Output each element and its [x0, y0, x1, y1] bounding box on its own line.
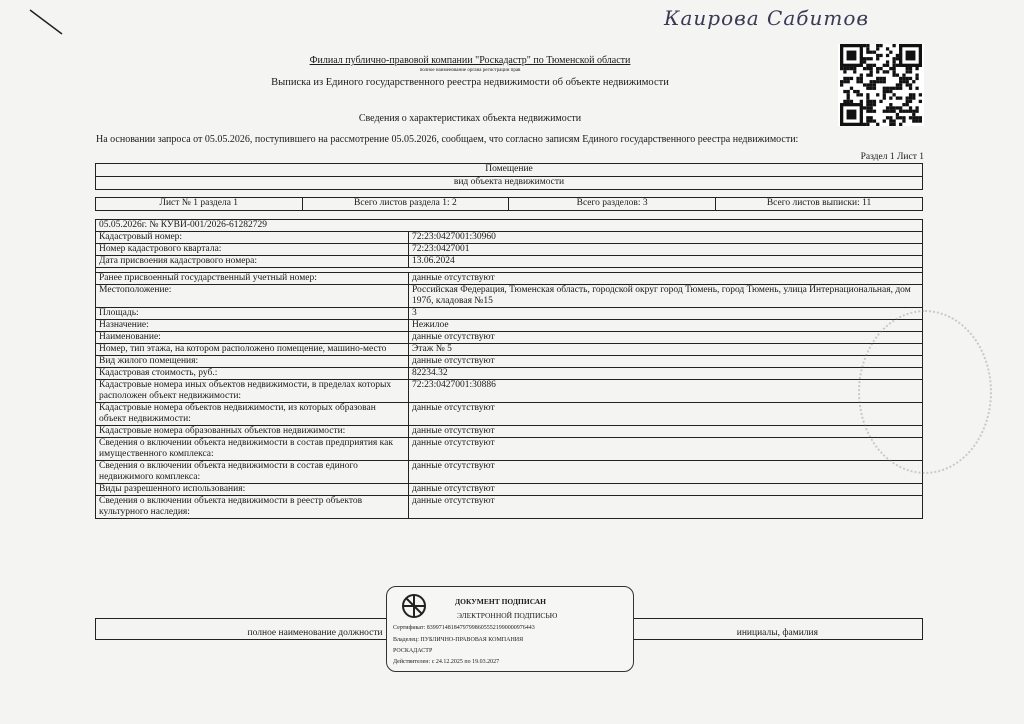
- total-extract-sheets: Всего листов выписки: 11: [716, 198, 923, 211]
- row-label: Наименование:: [96, 332, 409, 344]
- row-value: 13.06.2024: [409, 256, 923, 268]
- row-value: данные отсутствуют: [409, 403, 923, 426]
- table-row: [96, 273, 923, 285]
- info-title: Сведения о характеристиках объекта недвижимости: [358, 113, 582, 124]
- object-type-table: [95, 163, 923, 190]
- sign-valid: Действителен: с 24.12.2025 по 19.03.2027: [393, 659, 500, 665]
- sign-cert: Сертификат: 839971481847979986055521990000976443: [393, 625, 535, 631]
- row-value: Нежилое: [409, 320, 923, 332]
- table-row: [96, 368, 923, 380]
- row-value: данные отсутствуют: [409, 273, 923, 285]
- row-label: Назначение:: [96, 320, 409, 332]
- section-label: Раздел 1 Лист 1: [860, 152, 924, 162]
- basis-text: На основании запроса от 05.05.2026, поступившего на рассмотрение 05.05.2026, сообщаем, что согласно записям Единого государственного реестра недвижимости:: [96, 134, 799, 145]
- name-caption: инициалы, фамилия: [633, 619, 923, 640]
- row-label: Кадастровый номер:: [96, 232, 409, 244]
- table-row: [96, 232, 923, 244]
- row-value: данные отсутствуют: [409, 332, 923, 344]
- table-row: [96, 438, 923, 461]
- table-row: [96, 285, 923, 308]
- row-value: Этаж № 5: [409, 344, 923, 356]
- scan-mark: [28, 8, 68, 38]
- handwritten-note: Каирова Сабитов: [664, 6, 870, 30]
- row-label: Виды разрешенного использования:: [96, 484, 409, 496]
- row-value: данные отсутствуют: [409, 426, 923, 438]
- table-row: [96, 320, 923, 332]
- sign-owner2: РОСКАДАСТР: [393, 648, 433, 654]
- row-value: 3: [409, 308, 923, 320]
- object-type-caption: вид объекта недвижимости: [96, 177, 923, 190]
- sign-line1: ДОКУМЕНТ ПОДПИСАН: [455, 597, 546, 606]
- sheets-table: [95, 197, 923, 211]
- row-value: данные отсутствуют: [409, 484, 923, 496]
- row-value: данные отсутствуют: [409, 438, 923, 461]
- row-value: данные отсутствуют: [409, 356, 923, 368]
- table-row: [96, 380, 923, 403]
- row-value: 72:23:0427001: [409, 244, 923, 256]
- row-label: Кадастровые номера образованных объектов недвижимости:: [96, 426, 409, 438]
- sign-line2: ЭЛЕКТРОННОЙ ПОДПИСЬЮ: [457, 611, 558, 620]
- table-row: [96, 403, 923, 426]
- table-row: [96, 244, 923, 256]
- object-type-value: Помещение: [96, 164, 923, 177]
- row-label: Кадастровые номера иных объектов недвижимости, в пределах которых расположен объект недвижимости:: [96, 380, 409, 403]
- total-section-sheets: Всего листов раздела 1: 2: [302, 198, 509, 211]
- organization-caption: полное наименование органа регистрации прав: [419, 68, 521, 73]
- table-row: [96, 308, 923, 320]
- row-value: данные отсутствуют: [409, 496, 923, 519]
- table-row: [96, 356, 923, 368]
- sheet-number: Лист № 1 раздела 1: [96, 198, 303, 211]
- table-row: [96, 426, 923, 438]
- row-label: Номер кадастрового квартала:: [96, 244, 409, 256]
- total-sections: Всего разделов: 3: [509, 198, 716, 211]
- row-label: Дата присвоения кадастрового номера:: [96, 256, 409, 268]
- table-row: [96, 461, 923, 484]
- row-value: 82234.32: [409, 368, 923, 380]
- e-signature-block: [386, 586, 634, 672]
- table-row: [96, 256, 923, 268]
- row-value: данные отсутствуют: [409, 461, 923, 484]
- characteristics-table: [95, 219, 923, 519]
- table-row: [96, 484, 923, 496]
- row-value: 72:23:0427001:30960: [409, 232, 923, 244]
- table-row: [96, 344, 923, 356]
- seal-stamp: [858, 310, 992, 474]
- position-caption: полное наименование должности: [96, 619, 386, 640]
- record-id: 05.05.2026г. № КУВИ-001/2026-61282729: [96, 220, 923, 232]
- table-row: [96, 496, 923, 519]
- row-label: Сведения о включении объекта недвижимости в состав предприятия как имущественного комплекса:: [96, 438, 409, 461]
- row-label: Номер, тип этажа, на котором расположено помещение, машино-место: [96, 344, 409, 356]
- row-label: Сведения о включении объекта недвижимости в состав единого недвижимого комплекса:: [96, 461, 409, 484]
- table-row: [96, 332, 923, 344]
- row-label: Вид жилого помещения:: [96, 356, 409, 368]
- row-value: Российская Федерация, Тюменская область, городской округ город Тюмень, город Тюмень, улица Интернациональная, дом 197б, кладовая №15: [409, 285, 923, 308]
- row-value: 72:23:0427001:30886: [409, 380, 923, 403]
- organization-name: Филиал публично-правовой компании "Роскадастр" по Тюменской области: [309, 55, 631, 66]
- sign-owner: Владелец: ПУБЛИЧНО-ПРАВОВАЯ КОМПАНИЯ: [393, 637, 524, 643]
- row-label: Площадь:: [96, 308, 409, 320]
- row-label: Местоположение:: [96, 285, 409, 308]
- row-label: Ранее присвоенный государственный учетный номер:: [96, 273, 409, 285]
- emblem-icon: [401, 593, 427, 619]
- row-label: Сведения о включении объекта недвижимости в реестр объектов культурного наследия:: [96, 496, 409, 519]
- extract-title: Выписка из Единого государственного реестра недвижимости об объекте недвижимости: [271, 77, 669, 88]
- row-label: Кадастровые номера объектов недвижимости, из которых образован объект недвижимости:: [96, 403, 409, 426]
- row-label: Кадастровая стоимость, руб.:: [96, 368, 409, 380]
